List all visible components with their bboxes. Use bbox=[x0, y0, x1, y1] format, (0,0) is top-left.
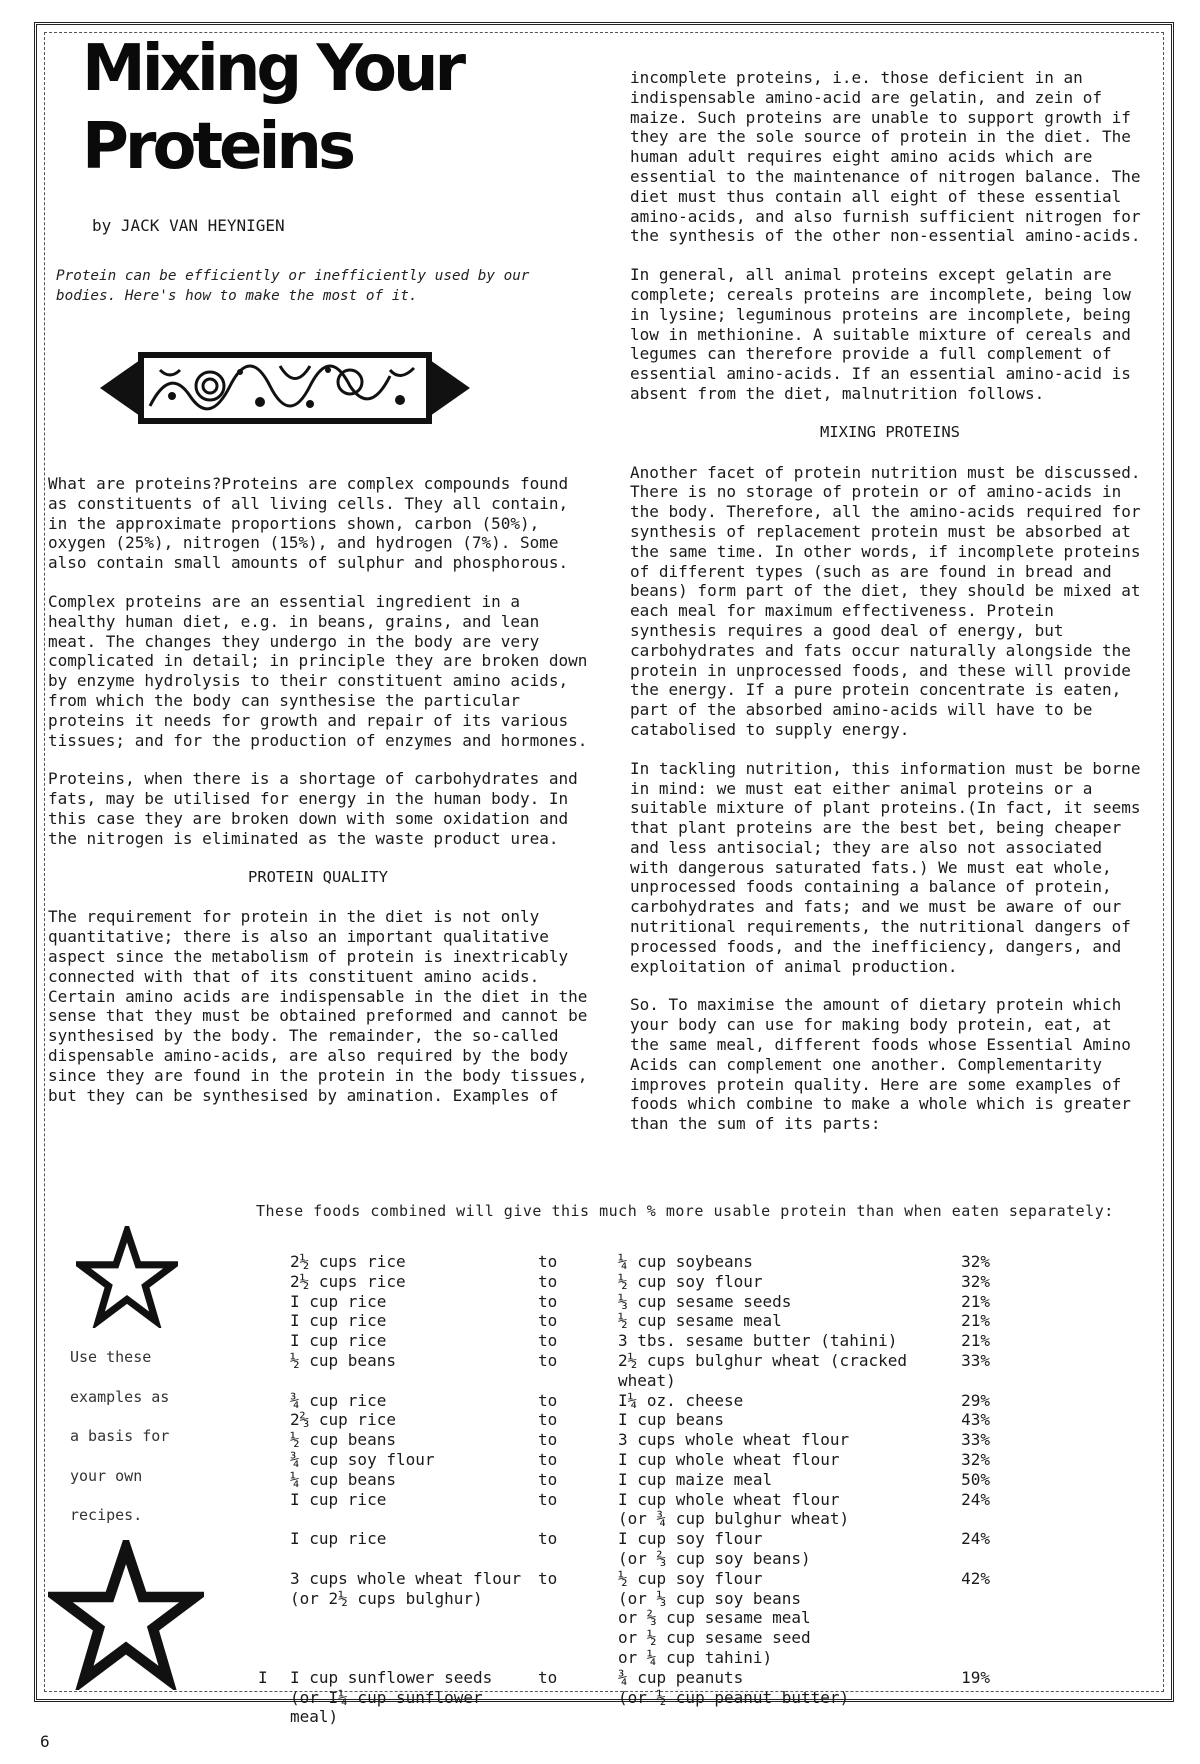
food-b: 3 tbs. sesame butter (tahini) bbox=[618, 1331, 898, 1351]
food-a: I cup rice bbox=[290, 1489, 387, 1509]
percent-gain bbox=[938, 1648, 1008, 1668]
connector bbox=[538, 1648, 618, 1668]
row-prefix bbox=[258, 1490, 290, 1510]
connector: to bbox=[538, 1529, 558, 1549]
table-row bbox=[258, 1549, 1088, 1569]
percent-gain: 32% bbox=[961, 1271, 990, 1291]
percent-gain: 21% bbox=[961, 1311, 990, 1331]
connector bbox=[538, 1509, 618, 1529]
food-b bbox=[618, 1707, 938, 1727]
ornamental-engraving-image bbox=[100, 346, 470, 430]
food-b: I cup soy flour bbox=[618, 1529, 763, 1549]
food-a bbox=[290, 1549, 538, 1569]
connector bbox=[538, 1608, 618, 1628]
food-b: ½ cup soy flour bbox=[618, 1271, 763, 1291]
star-icon bbox=[76, 1226, 178, 1328]
food-a: meal) bbox=[290, 1707, 339, 1727]
row-prefix bbox=[258, 1331, 290, 1351]
percent-gain bbox=[938, 1608, 1008, 1628]
star-icon bbox=[48, 1540, 204, 1690]
food-a: ¾ cup rice bbox=[290, 1390, 387, 1410]
page-number: 6 bbox=[40, 1732, 50, 1751]
row-prefix: I bbox=[258, 1667, 268, 1687]
paragraph: In tackling nutrition, this information must be borne in mind: we must eat either animal proteins or a suitable mixture of plant proteins.(In fact, it seems that plant proteins are the best bet, being cheaper and less antisocial; they are also not associated with dangerous saturated fats.) We must eat whole, unprocessed foods containing a balance of protein, carbohydrates and fats; and we must be aware of our nutritional requirements, the nutritional dangers of processed foods, and the inefficiency, dangers, and exploitation of animal production. bbox=[630, 758, 1141, 976]
food-a: 2½ cups rice bbox=[290, 1252, 406, 1271]
percent-gain: 43% bbox=[961, 1410, 990, 1430]
food-b: ⅓ cup sesame seeds bbox=[618, 1291, 792, 1311]
table-row bbox=[258, 1430, 1088, 1450]
paragraph: Proteins, when there is a shortage of carbohydrates and fats, may be utilised for energy in the human body. In this case they are broken down with some oxidation and the nitrogen is eliminated as the waste product urea. bbox=[48, 769, 578, 848]
food-a: (or I¼ cup sunflower bbox=[290, 1687, 483, 1707]
percent-gain: 33% bbox=[961, 1350, 990, 1370]
percent-gain: 32% bbox=[961, 1252, 990, 1271]
table-row bbox=[258, 1272, 1088, 1292]
row-prefix bbox=[258, 1549, 290, 1569]
percent-gain: 24% bbox=[961, 1529, 990, 1549]
connector: to bbox=[538, 1489, 558, 1509]
food-b: I cup beans bbox=[618, 1410, 724, 1430]
row-prefix bbox=[258, 1410, 290, 1430]
table-row bbox=[258, 1509, 1088, 1529]
table-row bbox=[258, 1450, 1088, 1470]
food-b: or ⅔ cup sesame meal bbox=[618, 1608, 811, 1628]
table-row bbox=[258, 1608, 1088, 1628]
food-b: 2½ cups bulghur wheat (cracked wheat) bbox=[618, 1350, 907, 1390]
table-row bbox=[258, 1410, 1088, 1430]
row-prefix bbox=[258, 1450, 290, 1470]
food-a: I cup rice bbox=[290, 1529, 387, 1549]
protein-combination-table bbox=[258, 1252, 1088, 1727]
connector: to bbox=[538, 1390, 558, 1410]
food-b: or ¼ cup tahini) bbox=[618, 1647, 773, 1667]
row-prefix bbox=[258, 1509, 290, 1529]
table-row bbox=[258, 1311, 1088, 1331]
table-row bbox=[258, 1589, 1088, 1609]
row-prefix bbox=[258, 1648, 290, 1668]
row-prefix bbox=[258, 1688, 290, 1708]
connector: to bbox=[538, 1469, 558, 1489]
row-prefix bbox=[258, 1311, 290, 1331]
byline: by JACK VAN HEYNIGEN bbox=[92, 216, 285, 235]
table-row bbox=[258, 1351, 1088, 1391]
food-b: ½ cup sesame meal bbox=[618, 1311, 782, 1331]
food-a: I cup rice bbox=[290, 1311, 387, 1331]
table-row bbox=[258, 1668, 1088, 1688]
row-prefix bbox=[258, 1569, 290, 1589]
food-b: ½ cup soy flour bbox=[618, 1568, 763, 1588]
food-a bbox=[290, 1509, 538, 1529]
food-b: I¼ oz. cheese bbox=[618, 1390, 744, 1410]
percent-gain: 42% bbox=[961, 1568, 990, 1588]
percent-gain: 32% bbox=[961, 1449, 990, 1469]
food-a: I cup rice bbox=[290, 1331, 387, 1351]
food-b: I cup maize meal bbox=[618, 1469, 773, 1489]
percent-gain bbox=[938, 1688, 1008, 1708]
food-a: ½ cup beans bbox=[290, 1350, 396, 1370]
percent-gain: 33% bbox=[961, 1430, 990, 1450]
section-heading: MIXING PROTEINS bbox=[820, 422, 960, 441]
row-prefix bbox=[258, 1707, 290, 1727]
food-a: I cup sunflower seeds bbox=[290, 1667, 493, 1687]
food-a: ¾ cup soy flour bbox=[290, 1449, 435, 1469]
table-row bbox=[258, 1688, 1088, 1708]
percent-gain bbox=[938, 1509, 1008, 1529]
food-b: 3 cups whole wheat flour bbox=[618, 1430, 850, 1450]
row-prefix bbox=[258, 1272, 290, 1292]
percent-gain bbox=[938, 1628, 1008, 1648]
row-prefix bbox=[258, 1430, 290, 1450]
percent-gain: 19% bbox=[961, 1667, 990, 1687]
row-prefix bbox=[258, 1529, 290, 1549]
paragraph: In general, all animal proteins except gelatin are complete; cereals proteins are incomplete, being low in lysine; leguminous proteins are incomplete, being low in methionine. A suitable mixture of cereals and legumes can therefore provide a full complement of essential amino-acids. If an essential amino-acid is absent from the diet, malnutrition follows. bbox=[630, 265, 1131, 403]
paragraph: So. To maximise the amount of dietary protein which your body can use for making body protein, eat, at the same meal, different foods whose Essential Amino Acids can complement one another. Complementarity improves protein quality. Here are some examples of foods which combine to make a whole which is greater than the sum of its parts: bbox=[630, 995, 1131, 1134]
connector bbox=[538, 1707, 618, 1727]
connector: to bbox=[538, 1311, 558, 1331]
table-row bbox=[258, 1490, 1088, 1510]
percent-gain: 24% bbox=[961, 1489, 990, 1509]
percent-gain: 21% bbox=[961, 1291, 990, 1311]
food-b: or ½ cup sesame seed bbox=[618, 1628, 811, 1648]
row-prefix bbox=[258, 1608, 290, 1628]
food-b: ¾ cup peanuts bbox=[618, 1667, 744, 1687]
table-caption: These foods combined will give this much % more usable protein than when eaten separately: bbox=[256, 1202, 1114, 1220]
percent-gain bbox=[938, 1589, 1008, 1609]
row-prefix bbox=[258, 1391, 290, 1411]
food-a: 2½ cups rice bbox=[290, 1271, 406, 1291]
connector: to bbox=[538, 1271, 558, 1291]
left-column bbox=[48, 474, 588, 1124]
table-row bbox=[258, 1391, 1088, 1411]
paragraph: What are proteins?Proteins are complex compounds found as constituents of all living cells. They all contain, in the approximate proportions shown, carbon (50%), oxygen (25%), nitrogen (15%), and hydrogen (7%). Some also contain small amounts of sulphur and phosphorous. bbox=[48, 474, 569, 573]
food-a: I cup rice bbox=[290, 1291, 387, 1311]
table-row bbox=[258, 1470, 1088, 1490]
connector: to bbox=[538, 1430, 558, 1450]
percent-gain: 29% bbox=[961, 1390, 990, 1410]
food-b: I cup whole wheat flour bbox=[618, 1449, 840, 1469]
food-a bbox=[290, 1628, 538, 1648]
food-b: (or ½ cup peanut butter) bbox=[618, 1687, 850, 1707]
food-a: ½ cup beans bbox=[290, 1430, 396, 1450]
intro-deck: Protein can be efficiently or inefficiently used by our bodies. Here's how to make the most of it. bbox=[56, 268, 530, 304]
table-row bbox=[258, 1569, 1088, 1589]
connector bbox=[538, 1688, 618, 1708]
percent-gain bbox=[938, 1707, 1008, 1727]
right-column bbox=[630, 68, 1150, 1153]
food-b: (or ⅔ cup soy beans) bbox=[618, 1548, 811, 1568]
food-a bbox=[290, 1608, 538, 1628]
connector bbox=[538, 1589, 618, 1609]
row-prefix bbox=[258, 1470, 290, 1490]
connector: to bbox=[538, 1331, 558, 1351]
percent-gain bbox=[938, 1549, 1008, 1569]
connector bbox=[538, 1549, 618, 1569]
food-a: ¼ cup beans bbox=[290, 1469, 396, 1489]
connector bbox=[538, 1628, 618, 1648]
table-row bbox=[258, 1331, 1088, 1351]
connector: to bbox=[538, 1252, 558, 1271]
food-b: ¼ cup soybeans bbox=[618, 1252, 753, 1271]
row-prefix bbox=[258, 1589, 290, 1609]
food-a: 3 cups whole wheat flour bbox=[290, 1568, 522, 1588]
table-row bbox=[258, 1707, 1088, 1727]
table-row bbox=[258, 1648, 1088, 1668]
table-row bbox=[258, 1529, 1088, 1549]
paragraph: Another facet of protein nutrition must be discussed. There is no storage of protein or of amino-acids in the body. Therefore, all the amino-acids required for synthesis of replacement protein must be absorbed at the same time. In other words, if incomplete proteins of different types (such as are found in bread and beans) form part of the diet, they should be mixed at each meal for maximum effectiveness. Protein synthesis requires a good deal of energy, but carbohydrates and fats occur naturally alongside the protein in unprocessed foods, and these will provide the energy. If a pure protein concentrate is eaten, part of the absorbed amino-acids will have to be catabolised to supply energy. bbox=[630, 462, 1141, 739]
side-note: Use these examples as a basis for your own recipes. bbox=[70, 1348, 170, 1524]
paragraph: incomplete proteins, i.e. those deficient in an indispensable amino-acid are gelatin, and zein of maize. Such proteins are unable to support growth if they are the sole source of protein in the diet. The human adult requires eight amino acids which are essential to the maintenance of nitrogen balance. The diet must thus contain all eight of these essential amino-acids, and also furnish sufficient nitrogen for the synthesis of the other non-essential amino-acids. bbox=[630, 68, 1141, 246]
food-b: (or ⅓ cup soy beans bbox=[618, 1588, 802, 1608]
row-prefix bbox=[258, 1292, 290, 1312]
table-row bbox=[258, 1292, 1088, 1312]
connector: to bbox=[538, 1667, 558, 1687]
paragraph: The requirement for protein in the diet is not only quantitative; there is also an important qualitative aspect since the metabolism of protein is inextricably connected with that of its constituent amino acids. Certain amino acids are indispensable in the diet in the sense that they must be obtained preformed and cannot be synthesised by the body. The remainder, the so-called dispensable amino-acids, are also required by the body since they are found in the protein in the body tissues, but they can be synthesised by amination. Examples of bbox=[48, 907, 588, 1105]
food-b: (or ¾ cup bulghur wheat) bbox=[618, 1509, 850, 1529]
food-a: (or 2½ cups bulghur) bbox=[290, 1588, 483, 1608]
food-a: 2⅔ cup rice bbox=[290, 1410, 396, 1430]
connector: to bbox=[538, 1449, 558, 1469]
table-row bbox=[258, 1628, 1088, 1648]
row-prefix bbox=[258, 1351, 290, 1391]
connector: to bbox=[538, 1410, 558, 1430]
section-heading: PROTEIN QUALITY bbox=[248, 867, 388, 886]
row-prefix bbox=[258, 1252, 290, 1272]
table-row bbox=[258, 1252, 1088, 1272]
food-b: I cup whole wheat flour bbox=[618, 1489, 840, 1509]
percent-gain: 50% bbox=[961, 1469, 990, 1489]
connector: to bbox=[538, 1568, 558, 1588]
connector: to bbox=[538, 1291, 558, 1311]
food-a bbox=[290, 1648, 538, 1668]
article-title: Mixing Your Proteins bbox=[82, 32, 463, 184]
connector: to bbox=[538, 1350, 558, 1370]
percent-gain: 21% bbox=[961, 1331, 990, 1351]
row-prefix bbox=[258, 1628, 290, 1648]
paragraph: Complex proteins are an essential ingredient in a healthy human diet, e.g. in beans, grains, and lean meat. The changes they undergo in the body are very complicated in detail; in principle they are broken down by enzyme hydrolysis to their constituent amino acids, from which the body can synthesise the particular proteins it needs for growth and repair of its various tissues; and for the production of enzymes and hormones. bbox=[48, 591, 588, 750]
